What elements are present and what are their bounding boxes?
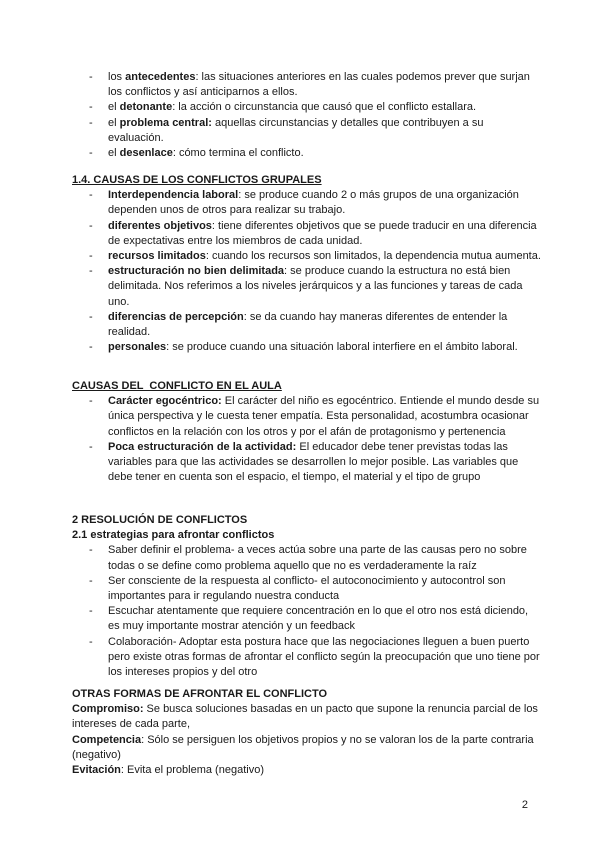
item-prefix: los <box>108 71 126 83</box>
conflict-elements-list <box>72 70 542 161</box>
list-item <box>72 70 542 100</box>
list-item <box>72 340 542 355</box>
conflict-elements-section <box>72 70 542 161</box>
section-heading: CAUSAS DEL CONFLICTO EN EL AULA <box>72 380 282 392</box>
paragraph <box>72 702 542 732</box>
item-term: diferentes objetivos <box>108 219 212 232</box>
item-text: Se busca soluciones basadas en un pacto que supone la renuncia parcial de los intereses de cada parte, <box>72 703 538 731</box>
list-item <box>72 310 542 340</box>
section-heading: 1.4. CAUSAS DE LOS CONFLICTOS GRUPALES <box>72 174 322 186</box>
item-text: : se produce cuando 2 o más grupos de una organización dependen unos de otros para realizar su trabajo. <box>108 189 519 217</box>
item-term: detonante <box>119 101 173 114</box>
item-term: Evitación <box>72 764 121 777</box>
item-prefix: el <box>108 147 120 160</box>
list-item: - Saber definir el problema- a veces actúa sobre una parte de las causas pero no sobre todas o se define como problema aquello que no es verdaderamente la raíz <box>72 543 542 573</box>
item-term: Interdependencia laboral <box>108 189 239 202</box>
paragraph <box>72 733 542 763</box>
item-text: : Sólo se persiguen los objetivos propios y no se valoran los de la parte contraria (negativo) <box>72 733 534 761</box>
page-number: 2 <box>521 799 528 811</box>
section-heading: 2 RESOLUCIÓN DE CONFLICTOS <box>72 514 248 526</box>
item-text: : tiene diferentes objetivos que se puede traducir en una diferencia de expectativas entre los miembros de cada unidad. <box>108 219 537 247</box>
list-item <box>72 146 542 161</box>
classroom-causes-list <box>72 394 542 485</box>
section-heading: OTRAS FORMAS DE AFRONTAR EL CONFLICTO <box>72 688 328 700</box>
list-item <box>72 100 542 115</box>
item-text: : la acción o circunstancia que causó que el conflicto estallara. <box>172 101 477 114</box>
item-text: El carácter del niño es egocéntrico. Entiende el mundo desde su única perspectiva y le cuesta tener empatía. Esta personalidad, acostumbra ocasionar conflictos en la relación con los otros y por el afán de protagonismo y pertenencia <box>108 395 540 438</box>
item-text: : se produce cuando una situación laboral interfiere en el ámbito laboral. <box>166 341 518 354</box>
item-term: Carácter egocéntrico: <box>108 395 222 408</box>
item-text: : Evita el problema (negativo) <box>120 764 264 777</box>
classroom-causes-section <box>72 379 542 485</box>
list-item: - Escuchar atentamente que requiere concentración en lo que el otro nos está diciendo, es muy importante mostrar atención y un feedback <box>72 604 542 634</box>
item-text: : cómo termina el conflicto. <box>172 147 304 160</box>
conflict-resolution-section <box>72 513 542 680</box>
item-term: Compromiso: <box>72 703 144 716</box>
list-item: - Ser consciente de la respuesta al conflicto- el autoconocimiento y autocontrol son importantes para ir regulando nuestra conducta <box>72 574 542 604</box>
item-term: problema central: <box>119 116 212 129</box>
item-text: : se da cuando hay maneras diferentes de entender la realidad. <box>108 310 508 339</box>
other-approaches-section <box>72 687 542 778</box>
list-item <box>72 394 542 440</box>
item-term: estructuración no bien delimitada <box>108 265 285 278</box>
item-text: : se produce cuando la estructura no está bien delimitada. Nos referimos a los niveles jerárquicos y a las funciones y tareas de cada uno. <box>108 265 523 308</box>
group-conflict-causes-section <box>72 173 542 355</box>
item-term: Competencia <box>72 733 142 746</box>
list-item <box>72 440 542 486</box>
item-term: Poca estructuración de la actividad: <box>108 440 297 453</box>
item-prefix: el <box>108 116 120 129</box>
list-item <box>72 264 542 310</box>
list-item <box>72 219 542 249</box>
item-term: diferencias de percepción <box>108 310 244 323</box>
item-term: desenlace <box>119 147 173 160</box>
list-item <box>72 188 542 218</box>
subsection-heading: 2.1 estrategias para afrontar conflictos <box>72 529 275 542</box>
item-term: personales <box>108 341 167 354</box>
strategies-list <box>72 543 542 680</box>
group-causes-list <box>72 188 542 355</box>
item-term: antecedentes <box>125 71 196 83</box>
list-item: - Colaboración- Adoptar esta postura hace que las negociaciones lleguen a buen puerto pero existe otras formas de afrontar el conflicto según la preocupación que uno tiene por los intereses propios y del otro <box>72 635 542 681</box>
item-text: : cuando los recursos son limitados, la dependencia mutua aumenta. <box>205 250 541 263</box>
item-prefix: el <box>108 101 120 114</box>
list-item <box>72 249 542 264</box>
paragraph <box>72 763 542 778</box>
item-term: recursos limitados <box>108 250 206 263</box>
item-text: aquellas circunstancias y detalles que contribuyen a su evaluación. <box>108 116 484 144</box>
list-item <box>72 116 542 146</box>
item-text: El educador debe tener previstas todas las variables para que las actividades se desarrollen lo mejor posible. Las variables que debe tener en cuenta son el espacio, el tiempo, el material y el tipo de grupo <box>108 440 519 484</box>
item-text: : las situaciones anteriores en las cuales podemos prever que surjan los conflictos y así anticiparnos a ellos. <box>108 71 530 99</box>
